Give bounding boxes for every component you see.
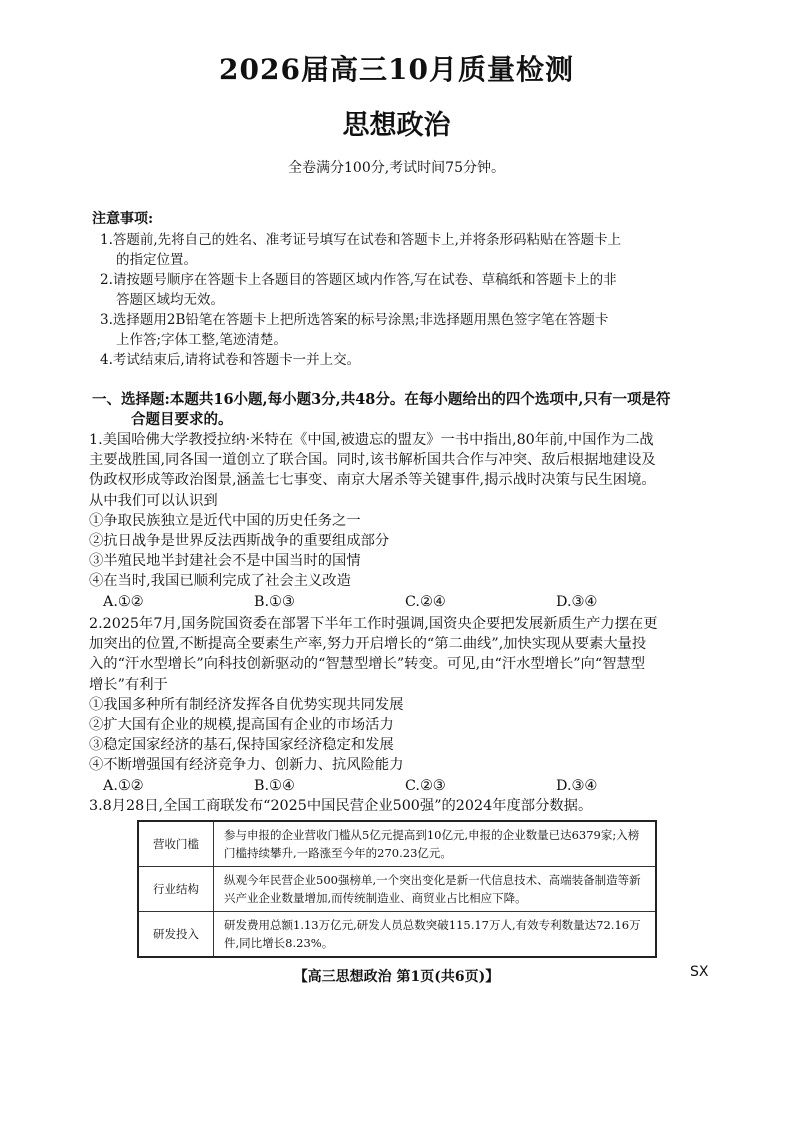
- note-line: 的指定位置。: [116, 252, 197, 268]
- notes-list: [100, 230, 720, 370]
- option-c[interactable]: C.②④: [405, 593, 446, 610]
- statement: ③半殖民地半封建社会不是中国当时的国情: [89, 553, 361, 570]
- note-line: 1.答题前,先将自己的姓名、准考证号填写在试卷和答题卡上,并将条形码粘贴在答题卡上: [100, 232, 621, 248]
- stem-line: 入的“汗水型增长”向科技创新驱动的“智慧型增长”转变。可见,由“汗水型增长”向“智慧型: [89, 656, 646, 673]
- table-value: 纵观今年民营企业500强榜单,一个突出变化是新一代信息技术、高端装备制造等新兴产业企业数量增加,而传统制造业、商贸业占比相应下降。: [214, 867, 657, 912]
- stem-line: 伪政权形成等政治图景,涵盖七七事变、南京大屠杀等关键事件,揭示战时决策与民生困境。: [89, 472, 656, 489]
- statement: ②抗日战争是世界反法西斯战争的重要组成部分: [89, 533, 390, 550]
- section-line: 合题目要求的。: [131, 411, 233, 428]
- note-item: [100, 270, 720, 310]
- option-a[interactable]: A.①②: [103, 777, 144, 794]
- section-line: 一、选择题:本题共16小题,每小题3分,共48分。在每小题给出的四个选项中,只有一项是符: [92, 391, 671, 408]
- statement: ④不断增强国有经济竞争力、创新力、抗风险能力: [89, 757, 404, 774]
- exam-title: 2026届高三10月质量检测: [219, 53, 574, 86]
- options-row: [89, 592, 719, 612]
- option-d[interactable]: D.③④: [556, 777, 598, 794]
- note-item: [100, 310, 720, 350]
- note-line: 4.考试结束后,请将试卷和答题卡一并上交。: [100, 352, 361, 368]
- exam-info: 全卷满分100分,考试时间75分钟。: [288, 160, 505, 176]
- stem-line: 增长”有利于: [89, 676, 168, 693]
- note-line: 上作答;字体工整,笔迹清楚。: [116, 332, 287, 348]
- note-line: 3.选择题用2B铅笔在答题卡上把所选答案的标号涂黑;非选择题用黑色签字笔在答题卡: [100, 312, 609, 328]
- statement: ①我国多种所有制经济发挥各自优势实现共同发展: [89, 696, 404, 713]
- table-row: [138, 867, 656, 912]
- note-line: 答题区域均无效。: [116, 292, 224, 308]
- stem-line: 3.8月28日,全国工商联发布“2025中国民营企业500强”的2024年度部分数据。: [89, 798, 593, 814]
- table-key: 行业结构: [138, 867, 214, 912]
- table-row: [138, 821, 656, 867]
- options-row: [89, 776, 719, 796]
- notes-heading: 注意事项:: [92, 211, 154, 227]
- table-key: 营收门槛: [138, 821, 214, 867]
- section-heading: [92, 390, 712, 430]
- stem-line: 主要战胜国,同各国一道创立了联合国。同时,该书解析国共合作与冲突、敌后根据地建设及: [89, 452, 656, 469]
- stem-line: 加突出的位置,不断提高全要素生产率,努力开启增长的“第二曲线”,加快实现从要素大量投: [89, 636, 647, 653]
- option-b[interactable]: B.①③: [254, 593, 295, 610]
- question-2: [89, 614, 719, 796]
- option-b[interactable]: B.①④: [254, 777, 295, 794]
- table-value: 参与申报的企业营收门槛从5亿元提高到10亿元,申报的企业数量已达6379家;入榜门槛持续攀升,一路涨至今年的270.23亿元。: [214, 821, 657, 867]
- note-item: [100, 230, 720, 270]
- table-value: 研发费用总额1.13万亿元,研发人员总数突破115.17万人,有效专利数量达72.16万件,同比增长8.23%。: [214, 912, 657, 958]
- statement: ①争取民族独立是近代中国的历史任务之一: [89, 512, 361, 529]
- question-3: [89, 796, 719, 816]
- stem-line: 1.美国哈佛大学教授拉纳·米特在《中国,被遗忘的盟友》一书中指出,80年前,中国作为二战: [89, 432, 654, 448]
- subject-title: 思想政治: [342, 110, 451, 141]
- option-c[interactable]: C.②③: [405, 777, 446, 794]
- statement: ④在当时,我国已顺利完成了社会主义改造: [89, 573, 351, 590]
- statement: ③稳定国家经济的基石,保持国家经济稳定和发展: [89, 737, 394, 754]
- option-d[interactable]: D.③④: [556, 593, 598, 610]
- question-1: [89, 430, 719, 612]
- note-item: [100, 350, 720, 370]
- subject-code: SX: [690, 964, 709, 980]
- option-a[interactable]: A.①②: [103, 593, 144, 610]
- stem-line: 从中我们可以认识到: [89, 492, 218, 509]
- statement: ②扩大国有企业的规模,提高国有企业的市场活力: [89, 717, 394, 734]
- table-row: [138, 912, 656, 958]
- stem-line: 2.2025年7月,国务院国资委在部署下半年工作时强调,国资央企要把发展新质生产力摆在更: [89, 616, 658, 632]
- data-table: [137, 820, 657, 958]
- table-key: 研发投入: [138, 912, 214, 958]
- note-line: 2.请按题号顺序在答题卡上各题目的答题区域内作答,写在试卷、草稿纸和答题卡上的非: [100, 272, 617, 288]
- page-footer: 【高三思想政治 第1页(共6页)】: [293, 969, 500, 985]
